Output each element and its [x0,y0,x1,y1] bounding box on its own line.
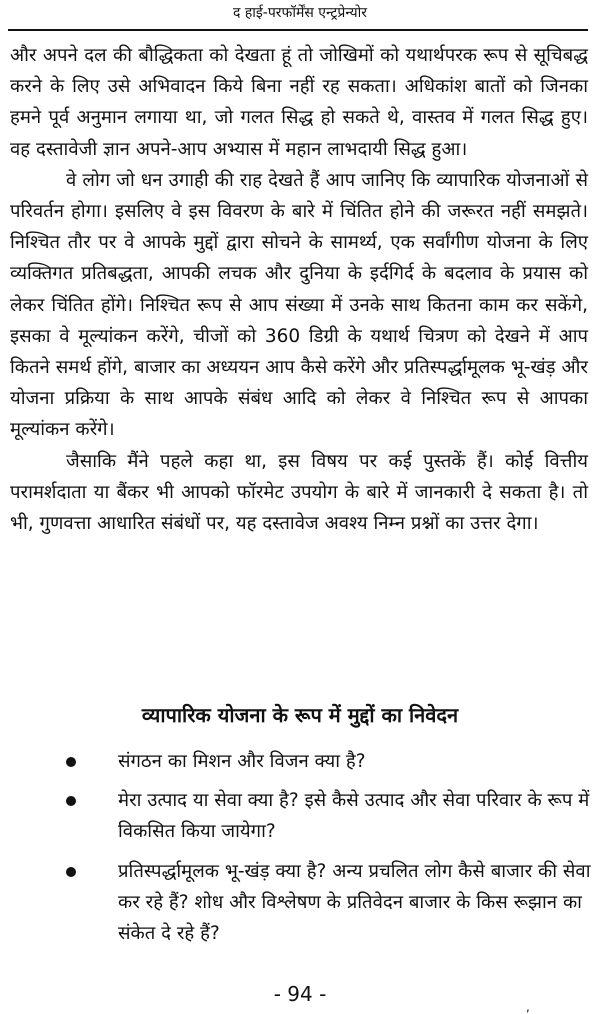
header-rule [8,29,588,31]
list-item [0,785,600,847]
paragraph: जैसाकि मैंने पहले कहा था, इस विषय पर कई पुस्तकें हैं। कोई वित्तीय परामर्शदाता या बैंकर भी आपको फॉरमेट उपयोग के बारे में जानकारी दे सकता है। तो भी, गुणवत्ता आधारित संबंधों पर, यह दस्तावेज अवश्य निम्न प्रश्नों का उत्तर देगा। [10,450,588,535]
list-item-text: मेरा उत्पाद या सेवा क्या है? इसे कैसे उत्पाद और सेवा परिवार के रूप में विकसित किया जायेगा? [118,790,590,843]
body-text [10,40,588,539]
list-item [0,856,600,950]
section-heading: व्यापारिक योजना के रूप में मुद्दों का निवेदन [141,703,459,727]
bullet-icon [66,867,76,877]
corner-mark: , [526,1000,530,1014]
bullet-icon [66,796,76,806]
running-header: द हाई-परफॉर्मेंस एन्ट्रप्रेन्योर [232,5,368,21]
list-item-text: प्रतिस्पर्द्धामूलक भू-खंड़ क्या है? अन्य प्रचलित लोग कैसे बाजार की सेवा कर रहे हैं? शोध और विश्लेषण के प्रतिवेदन बाजार के किस रूझान का संकेत दे रहे हैं? [118,860,591,945]
list-item-text: संगठन का मिशन और विजन क्या है? [118,751,366,772]
bullet-icon [66,757,76,767]
page-number: - 94 - [273,982,327,1006]
paragraph: वे लोग जो धन उगाही की राह देखते हैं आप जानिए कि व्यापारिक योजनाओं से परिवर्तन होगा। इसलिए वे इस विवरण के बारे में चिंतित होने की जरूरत नहीं समझते। निश्चित तौर पर वे आपके मुद्दों द्वारा सोचने के सामर्थ्य, एक सर्वांगीण योजना के लिए व्यक्तिगत प्रतिबद्धता, आपकी लचक और दुनिया के इर्दगिर्द के बदलाव के प्रयास को लेकर चिंतित होंगे। निश्चित रूप से आप संख्या में उनके साथ कितना काम कर सकेंगे, इसका वे मूल्यांकन करेंगे, चीजों को 360 डिग्री के यथार्थ चित्रण को देखने में आप कितने समर्थ होंगे, बाजार का अध्ययन आप कैसे करेंगे और प्रतिस्पर्द्धामूलक भू-खंड़ और योजना प्रक्रिया के साथ आपके संबंध आदि को लेकर वे निश्चित रूप से आपका मूल्यांकन करेंगे। [10,169,588,441]
list-item [0,746,600,777]
paragraph: और अपने दल की बौद्धिकता को देखता हूं तो जोखिमों को यथार्थपरक रूप से सूचिबद्ध करने के लिए उसे अभिवादन किये बिना नहीं रह सकता। अधिकांश बातों को जिनका हमने पूर्व अनुमान लगाया था, जो गलत सिद्ध हो सकते थे, वास्तव में गलत सिद्ध हुए। वह दस्तावेजी ज्ञान अपने-आप अभ्यास में महान लाभदायी सिद्ध हुआ। [10,45,588,160]
bullet-list [0,746,600,957]
